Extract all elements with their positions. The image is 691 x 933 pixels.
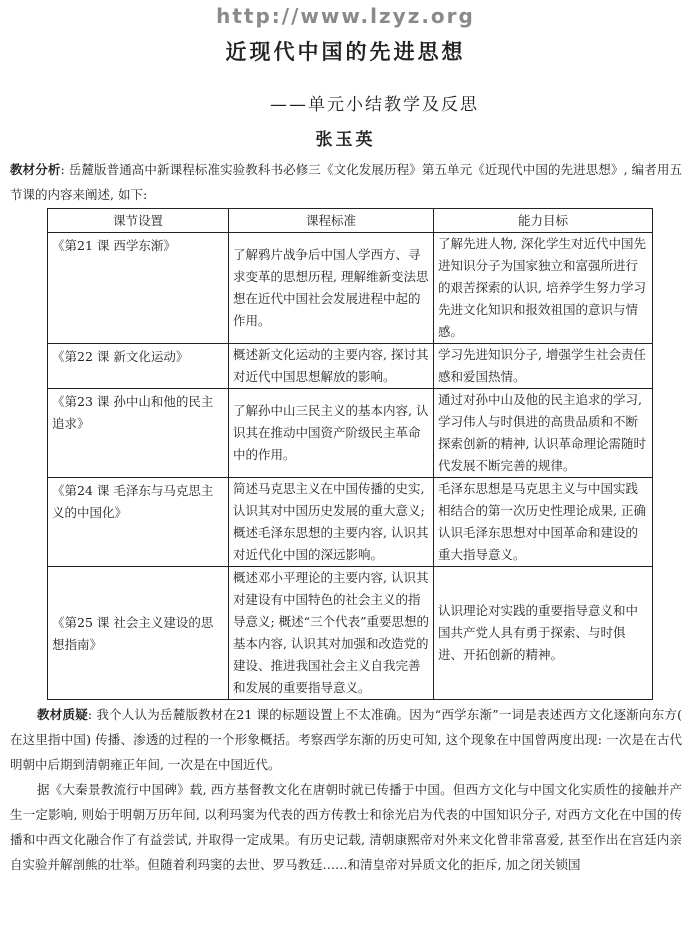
author: 张玉英 [315, 130, 376, 150]
lesson-cell: 《第24 课 毛泽东与马克思主义的中国化》 [48, 478, 229, 567]
table-row [48, 233, 653, 344]
standard-cell: 了解孙中山三民主义的基本内容, 认识其在推动中国资产阶级民主革命中的作用。 [229, 389, 434, 478]
header-lesson: 课节设置 [48, 209, 229, 233]
goal-cell: 通过对孙中山及他的民主追求的学习, 学习伟人与时俱进的高贵品质和不断探索创新的精神, 认识革命理论需随时代发展不断完善的规律。 [434, 389, 653, 478]
document-body [10, 157, 682, 877]
table-row [48, 389, 653, 478]
doubt-paragraph [10, 702, 682, 777]
standard-cell: 概述新文化运动的主要内容, 探讨其对近代中国思想解放的影响。 [229, 344, 434, 389]
header-standard: 课程标准 [229, 209, 434, 233]
table-row [48, 478, 653, 567]
doubt-label: 教材质疑 [37, 707, 88, 722]
lesson-cell: 《第21 课 西学东渐》 [48, 233, 229, 344]
goal-cell: 学习先进知识分子, 增强学生社会责任感和爱国热情。 [434, 344, 653, 389]
header-goal: 能力目标 [434, 209, 653, 233]
lesson-table [47, 208, 653, 700]
goal-cell: 了解先进人物, 深化学生对近代中国先进知识分子为国家独立和富强所进行的艰苦探索的认识, 培养学生努力学习先进文化知识和报效祖国的意识与情感。 [434, 233, 653, 344]
document-subtitle: ——单元小结教学及反思 [270, 95, 479, 115]
intro-label: 教材分析 [10, 162, 61, 177]
lesson-cell: 《第23 课 孙中山和他的民主追求》 [48, 389, 229, 478]
standard-cell: 概述邓小平理论的主要内容, 认识其对建设有中国特色的社会主义的指导意义; 概述“三个代表”重要思想的基本内容, 认识其对加强和改造党的建设、推进我国社会主义自我完善和发展的重要指导意义。 [229, 567, 434, 700]
intro-paragraph [10, 157, 682, 207]
lesson-cell: 《第25 课 社会主义建设的思想指南》 [48, 567, 229, 700]
doubt-text: : 我个人认为岳麓版教材在21 课的标题设置上不太准确。因为“西学东渐”一词是表述西方文化逐渐向东方( 在这里指中国) 传播、渗透的过程的一个形象概括。考察西学东渐的历史可知, 这个现象在中国曾两度出现: 一次是在古代明朝中后期到清朝雍正年间, 一次是在中国近代。 [10, 707, 682, 772]
body-paragraph: 据《大秦景教流行中国碑》载, 西方基督教文化在唐朝时就已传播于中国。但西方文化与中国文化实质性的接触并产生一定影响, 则始于明朝万历年间, 以利玛窦为代表的西方传教士和徐光启为代表的中国知识分子, 对西方文化在中国的传播和中西文化融合作了有益尝试, 并取得一定成果。有历史记载, 清朝康熙帝对外来文化曾非常喜爱, 甚至作出在宫廷内亲自实验并解剖熊的壮举。但随着利玛窦的去世、罗马教廷……和清皇帝对异质文化的拒斥, 加之闭关锁国 [10, 782, 682, 872]
standard-cell: 简述马克思主义在中国传播的史实, 认识其对中国历史发展的重大意义; 概述毛泽东思想的主要内容, 认识其对近代化中国的深远影响。 [229, 478, 434, 567]
intro-text: : 岳麓版普通高中新课程标准实验教科书必修三《文化发展历程》第五单元《近现代中国的先进思想》, 编者用五节课的内容来阐述, 如下: [10, 162, 682, 202]
goal-cell: 毛泽东思想是马克思主义与中国实践相结合的第一次历史性理论成果, 正确认识毛泽东思想对中国革命和建设的重大指导意义。 [434, 478, 653, 567]
table-row [48, 567, 653, 700]
lesson-cell: 《第22 课 新文化运动》 [48, 344, 229, 389]
table-row [48, 344, 653, 389]
table-header-row [48, 209, 653, 233]
standard-cell: 了解鸦片战争后中国人学西方、寻求变革的思想历程, 理解维新变法思想在近代中国社会发展进程中起的作用。 [229, 233, 434, 344]
document-title: 近现代中国的先进思想 [225, 40, 466, 64]
goal-cell: 认识理论对实践的重要指导意义和中国共产党人具有勇于探索、与时俱进、开拓创新的精神。 [434, 567, 653, 700]
watermark: http://www.lzyz.org [216, 4, 475, 28]
